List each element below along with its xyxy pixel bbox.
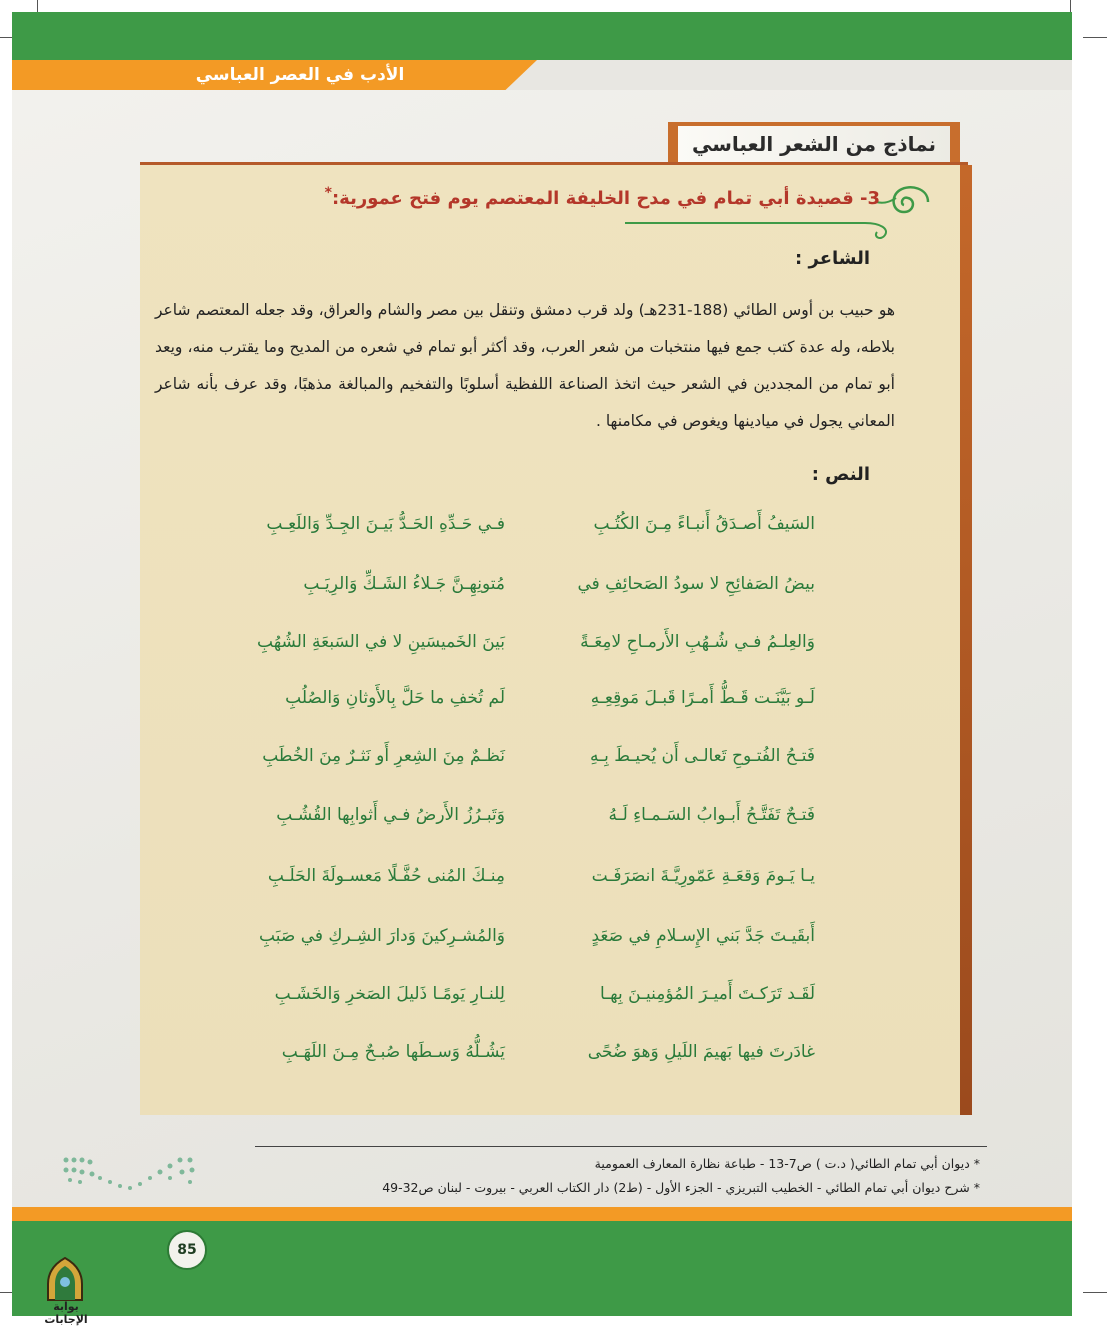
verse-first-hemistich: بيضُ الصَفائِحِ لا سودُ الصَحائِفِ في (577, 574, 815, 594)
site-logo-icon (40, 1254, 90, 1304)
bottom-green-bar (12, 1221, 1072, 1316)
page-number: 85 (167, 1230, 207, 1270)
verse-second-hemistich: وَتَبـرُزُ الأَرضُ فـي أَثوابِها القُشُـبِ (276, 805, 505, 825)
verse-second-hemistich: بَينَ الخَميسَينِ لا في السَبعَةِ الشُهُبِ (257, 632, 505, 652)
logo-text: بوابة الإجابات (44, 1300, 88, 1326)
poet-bio: هو حبيب بن أوس الطائي (188-231هـ) ولد قرب دمشق وتنقل بين مصر والشام والعراق، وقد جعله المعتصم شاعر بلاطه، وله عدة كتب جمع فيها منتخبات من شعر العرب، وقد أكثر أبو تمام في شعره من المديح وما يقترب منه، ويعد أبو تمام من المجددين في الشعر حيث اتخذ الصناعة اللفظية أسلوبًا والتفخيم والمبالغة مذهبًا، وقد عرف بأنه شاعر المعاني يجول في ميادينها ويغوص في مكامنها . (155, 301, 895, 430)
verse-second-hemistich: وَالمُشـرِكينَ وَدارَ الشِـركِ في صَبَبِ (259, 926, 505, 946)
header-title: الأدب في العصر العباسي (195, 65, 405, 85)
verse-second-hemistich: فـي حَـدِّهِ الحَـدُّ بَيـنَ الجِـدِّ وَاللَعِـبِ (266, 514, 505, 534)
verse-second-hemistich: لِلنـارِ يَومًـا ذَليلَ الصَخرِ وَالخَشَـبِ (274, 984, 505, 1004)
verse-first-hemistich: أَبقَيـتَ جَدَّ بَني الإِسـلامِ في صَعَدٍ (591, 926, 815, 946)
crop-mark (1083, 1292, 1107, 1293)
green-underline-ornament (625, 215, 895, 243)
crop-mark (1083, 37, 1107, 38)
verse-second-hemistich: مِنـكَ المُنى حُفَّـلًا مَعسـولَةَ الحَلَـبِ (267, 866, 505, 886)
verse-first-hemistich: لَـو بَيَّنَـت قَـطُّ أَمـرًا قَبـلَ مَوقِعِـهِ (590, 688, 815, 708)
bottom-orange-bar (12, 1207, 1072, 1221)
content-panel-edge (960, 165, 972, 1115)
top-green-bar (12, 12, 1072, 60)
verse-second-hemistich: نَظـمٌ مِنَ الشِعرِ أَو نَثـرٌ مِنَ الخُطَبِ (262, 746, 505, 766)
poet-heading: الشاعر : (795, 248, 870, 269)
section-title: نماذج من الشعر العباسي (678, 126, 950, 162)
text-heading: النص : (811, 464, 870, 485)
verse-first-hemistich: وَالعِلـمُ فـي شُـهُبِ الأَرمـاحِ لامِعَـةً (580, 632, 815, 652)
verse-first-hemistich: السَيفُ أَصـدَقُ أَنبـاءً مِـنَ الكُتُـبِ (593, 514, 815, 534)
footnote-mark: * (324, 185, 332, 201)
verse-first-hemistich: فَتـحُ الفُتـوحِ تَعالـى أَن يُحيـطَ بِـهِ (589, 746, 815, 766)
footnote: * شرح ديوان أبي تمام الطائي - الخطيب التبريزي - الجزء الأول - (ط2) دار الكتاب العربي - بيروت - لبنان ص32-49 (382, 1180, 980, 1195)
footnote-rule (255, 1146, 987, 1147)
verse-second-hemistich: يَشُـلُّهُ وَسـطَها صُبـحٌ مِـنَ اللَهَـبِ (281, 1042, 505, 1062)
verse-second-hemistich: مُتونِهِـنَّ جَـلاءُ الشَـكِّ وَالرِيَـبِ (303, 574, 505, 594)
ministry-logo-dots-icon (60, 1152, 200, 1202)
verse-first-hemistich: فَتـحٌ تَفَتَّـحُ أَبـوابُ السَـمـاءِ لَـهُ (608, 805, 815, 825)
footnote: * ديوان أبي تمام الطائي( د.ت ) ص7-13 - طباعة نظارة المعارف العمومية (594, 1156, 980, 1171)
verse-second-hemistich: لَم تُخفِ ما حَلَّ بِالأَوثانِ وَالصُلُبِ (285, 688, 505, 708)
verse-first-hemistich: يـا يَـومَ وَقعَـةِ عَمّورِيَّـةَ انصَرَفَـت (591, 866, 815, 886)
verse-first-hemistich: لَقَـد تَرَكـتَ أَميـرَ المُؤمِنيـنَ بِهـا (599, 984, 815, 1004)
poem-title (320, 178, 880, 208)
verse-first-hemistich: غادَرتَ فيها بَهيمَ اللَيلِ وَهوَ ضُحًى (587, 1042, 815, 1062)
poem-title-text: 3- قصيدة أبي تمام في مدح الخليفة المعتصم يوم فتح عمورية: (331, 188, 880, 209)
